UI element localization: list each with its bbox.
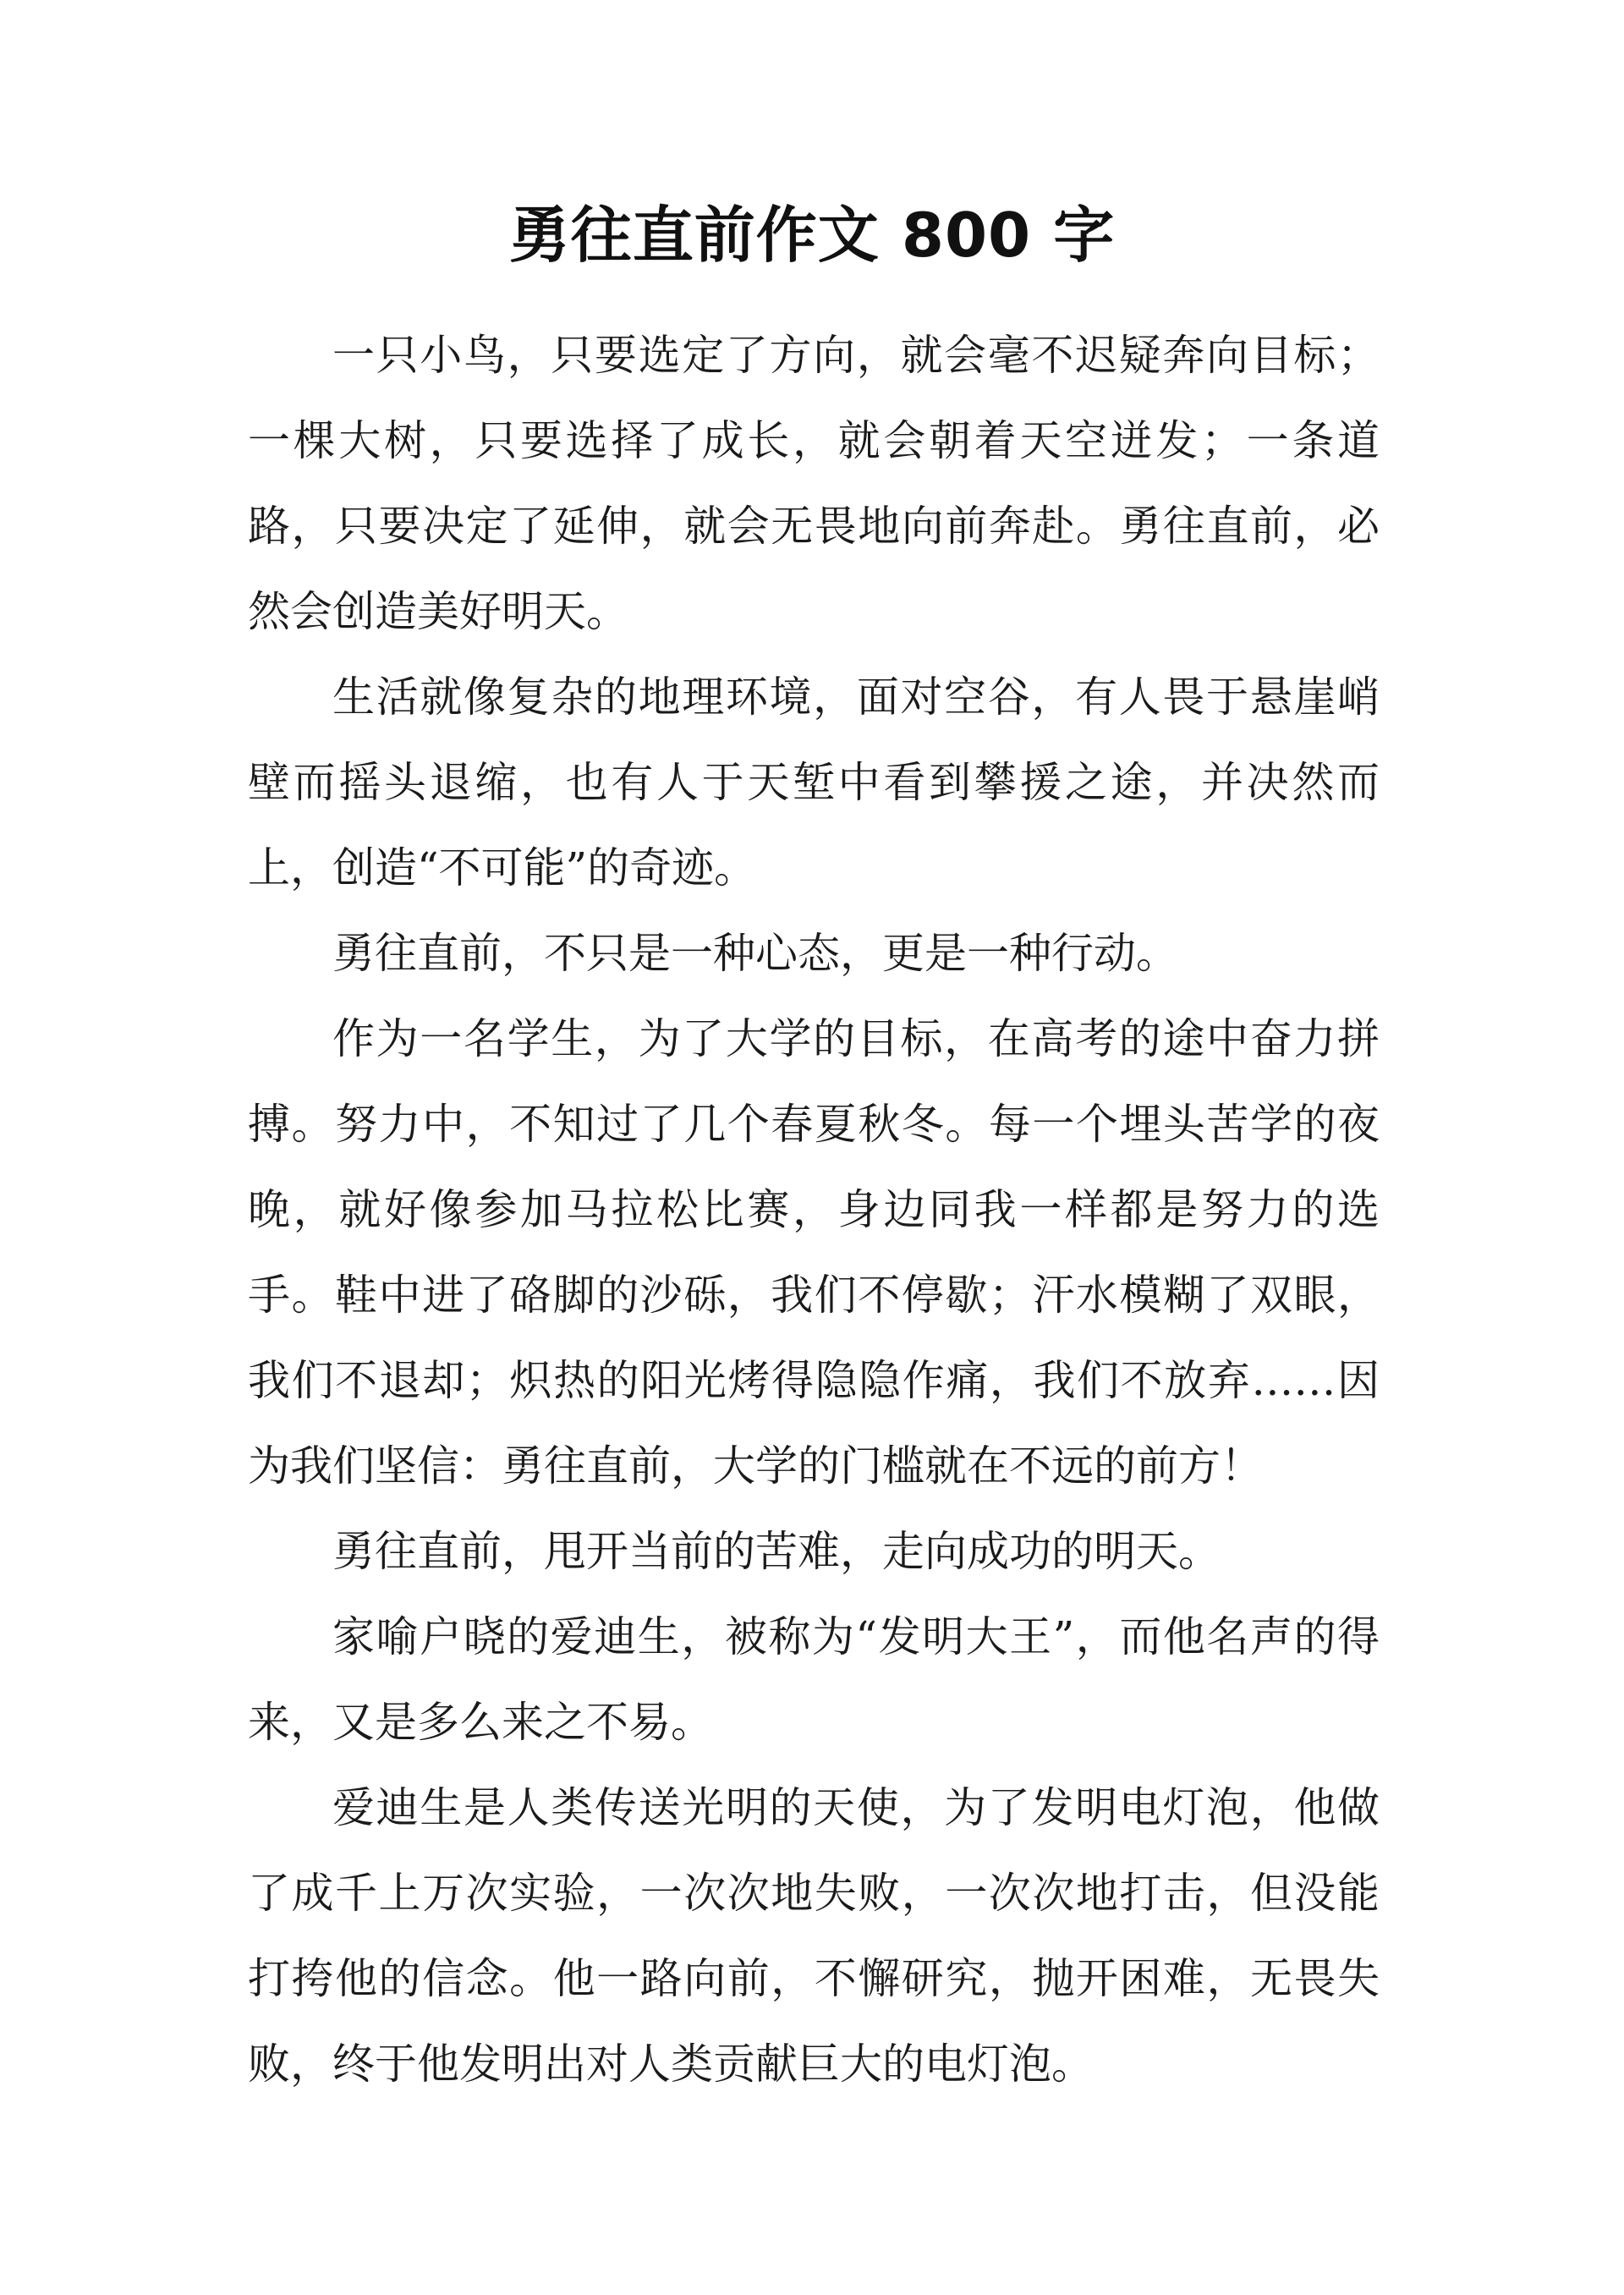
- paragraph-2: 生活就像复杂的地理环境，面对空谷，有人畏于悬崖峭壁而摇头退缩，也有人于天堑中看到攀援之途，并决然而上，创造“不可能”的奇迹。: [248, 673, 1380, 892]
- document-title: 勇往直前作文 800 字: [508, 200, 1116, 271]
- document-body: [248, 313, 1380, 2107]
- paragraph-6: 家喻户晓的爱迪生，被称为“发明大王”，而他名声的得来，又是多么来之不易。: [248, 1612, 1380, 1747]
- paragraph-1: 一只小鸟，只要选定了方向，就会毫不迟疑奔向目标；一棵大树，只要选择了成长，就会朝着天空迸发；一条道路，只要决定了延伸，就会无畏地向前奔赴。勇往直前，必然会创造美好明天。: [248, 331, 1380, 636]
- paragraph-4: 作为一名学生，为了大学的目标，在高考的途中奋力拼搏。努力中，不知过了几个春夏秋冬。每一个埋头苦学的夜晚，就好像参加马拉松比赛，身边同我一样都是努力的选手。鞋中进了硌脚的沙砾，我们不停歇；汗水模糊了双眼，我们不退却；炽热的阳光烤得隐隐作痛，我们不放弃……因为我们坚信：勇往直前，大学的门槛就在不远的前方！: [248, 1014, 1380, 1491]
- paragraph-5: 勇往直前，甩开当前的苦难，走向成功的明天。: [332, 1527, 1221, 1576]
- paragraph-3: 勇往直前，不只是一种心态，更是一种行动。: [332, 929, 1178, 978]
- paragraph-7: 爱迪生是人类传送光明的天使，为了发明电灯泡，他做了成千上万次实验，一次次地失败，一次次地打击，但没能打挎他的信念。他一路向前，不懈研究，抛开困难，无畏失败，终于他发明出对人类贡献巨大的电灯泡。: [248, 1783, 1380, 2089]
